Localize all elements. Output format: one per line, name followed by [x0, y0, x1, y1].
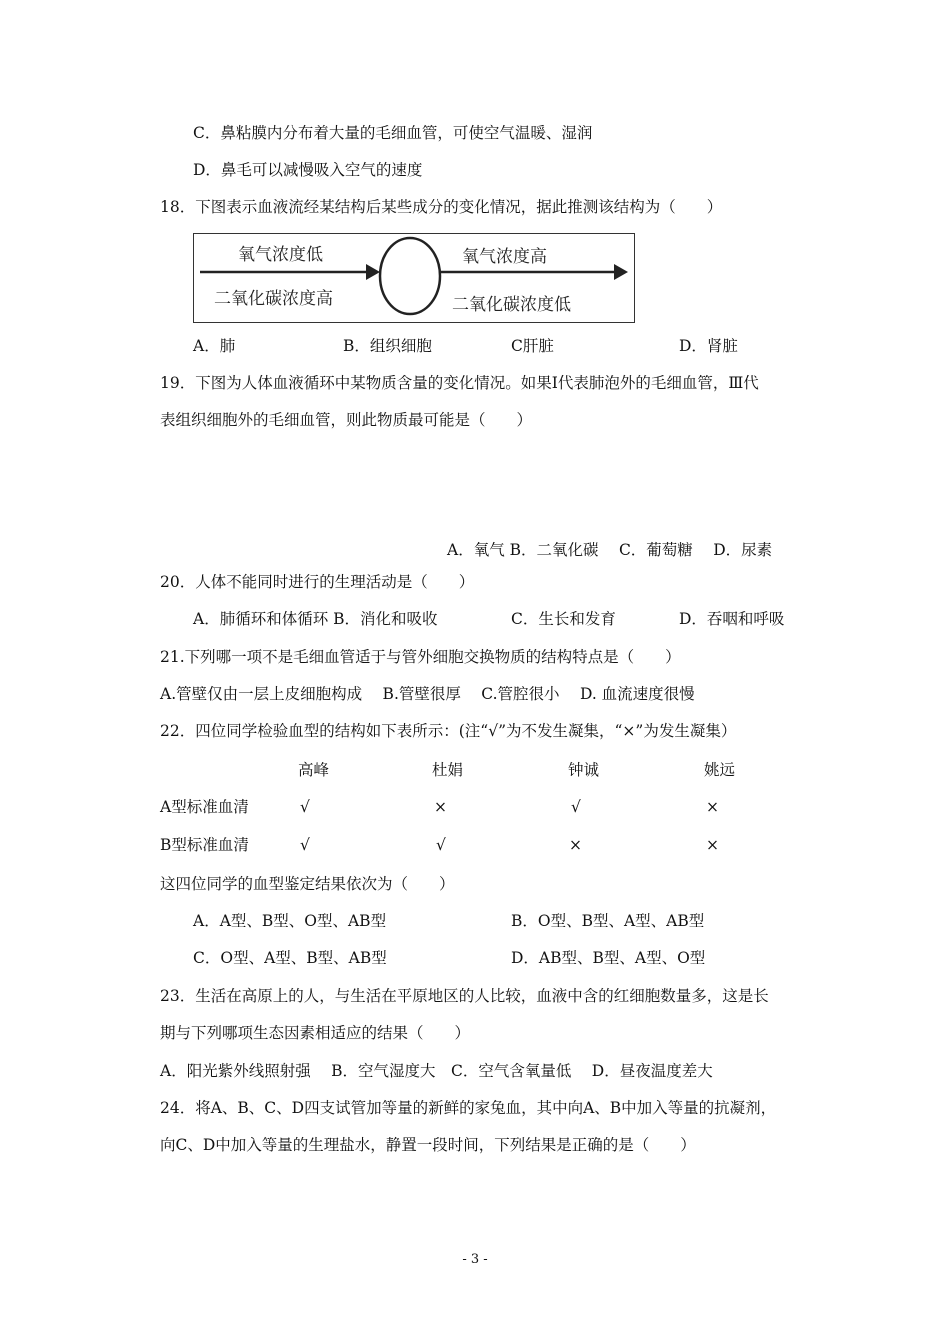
q23-stem-line2: 期与下列哪项生态因素相适应的结果（ ） — [160, 1024, 471, 1042]
table-cell: × — [706, 836, 719, 854]
table-cell: × — [706, 798, 719, 816]
left-bottom-label: 二氧化碳浓度高 — [214, 289, 333, 309]
q17-option-c: C．鼻粘膜内分布着大量的毛细血管，可使空气温暖、湿润 — [193, 124, 593, 142]
q18-option-a: A．肺 — [193, 337, 236, 355]
q22-option-d: D．AB型、B型、A型、O型 — [511, 949, 706, 967]
q22-question: 这四位同学的血型鉴定结果依次为（ ） — [160, 875, 455, 893]
right-top-label: 氧气浓度高 — [462, 247, 547, 267]
q23-stem-line1: 23．生活在高原上的人，与生活在平原地区的人比较，血液中含的红细胞数量多，这是长 — [160, 987, 769, 1005]
table-header-cell: 钟诚 — [568, 761, 600, 779]
q24-stem-line2: 向C、D中加入等量的生理盐水，静置一段时间，下列结果是正确的是（ ） — [160, 1136, 696, 1154]
q22-option-c: C．O型、A型、B型、AB型 — [193, 949, 387, 967]
q21-options: A.管壁仅由一层上皮细胞构成 B.管壁很厚 C.管腔很小 D. 血流速度很慢 — [160, 685, 695, 703]
q17-option-d: D．鼻毛可以减慢吸入空气的速度 — [193, 161, 423, 179]
q22-stem: 22．四位同学检验血型的结构如下表所示：(注“√”为不发生凝集，“×”为发生凝集） — [160, 722, 737, 740]
q20-option-d: D．吞咽和呼吸 — [679, 610, 785, 628]
q20-stem: 20．人体不能同时进行的生理活动是（ ） — [160, 573, 475, 591]
right-arrow-head — [614, 264, 628, 280]
page-number: - 3 - — [462, 1252, 488, 1267]
q22-option-a: A．A型、B型、O型、AB型 — [193, 912, 387, 930]
table-header-cell: 高峰 — [298, 761, 330, 779]
q19-options: A．氧气 B．二氧化碳 C．葡萄糖 D．尿素 — [447, 541, 773, 559]
q21-stem: 21.下列哪一项不是毛细血管适于与管外细胞交换物质的结构特点是（ ） — [160, 648, 681, 666]
table-row-label: B型标准血清 — [160, 836, 249, 854]
table-header-cell: 姚远 — [704, 761, 736, 779]
q24-stem-line1: 24．将A、B、C、D四支试管加等量的新鲜的家兔血，其中向A、B中加入等量的抗凝剂， — [160, 1099, 777, 1117]
q22-option-b: B．O型、B型、A型、AB型 — [511, 912, 705, 930]
table-header-cell: 杜娟 — [432, 761, 464, 779]
q18-option-b: B．组织细胞 — [343, 337, 432, 355]
right-bottom-label: 二氧化碳浓度低 — [452, 295, 571, 315]
table-cell: √ — [300, 836, 310, 854]
table-cell: × — [569, 836, 582, 854]
q19-stem-line1: 19．下图为人体血液循环中某物质含量的变化情况。如果Ⅰ代表肺泡外的毛细血管，Ⅲ代 — [160, 374, 759, 392]
table-row-label: A型标准血清 — [160, 798, 249, 816]
table-cell: √ — [571, 798, 581, 816]
q23-options: A．阳光紫外线照射强 B．空气湿度大 C．空气含氧量低 D．昼夜温度差大 — [160, 1062, 713, 1080]
q18-stem: 18．下图表示血液流经某结构后某些成分的变化情况，据此推测该结构为（ ） — [160, 198, 723, 216]
q18-option-d: D．肾脏 — [679, 337, 738, 355]
q18-option-c: C肝脏 — [511, 337, 554, 355]
q18-flow-diagram — [193, 233, 635, 323]
q20-option-c: C．生长和发育 — [511, 610, 616, 628]
left-top-label: 氧气浓度低 — [238, 245, 323, 265]
left-arrow-head — [366, 264, 380, 280]
table-cell: √ — [300, 798, 310, 816]
structure-circle — [380, 238, 440, 314]
table-cell: √ — [436, 836, 446, 854]
q20-option-ab: A．肺循环和体循环 B．消化和吸收 — [193, 610, 438, 628]
q19-stem-line2: 表组织细胞外的毛细血管，则此物质最可能是（ ） — [160, 411, 533, 429]
table-cell: × — [434, 798, 447, 816]
